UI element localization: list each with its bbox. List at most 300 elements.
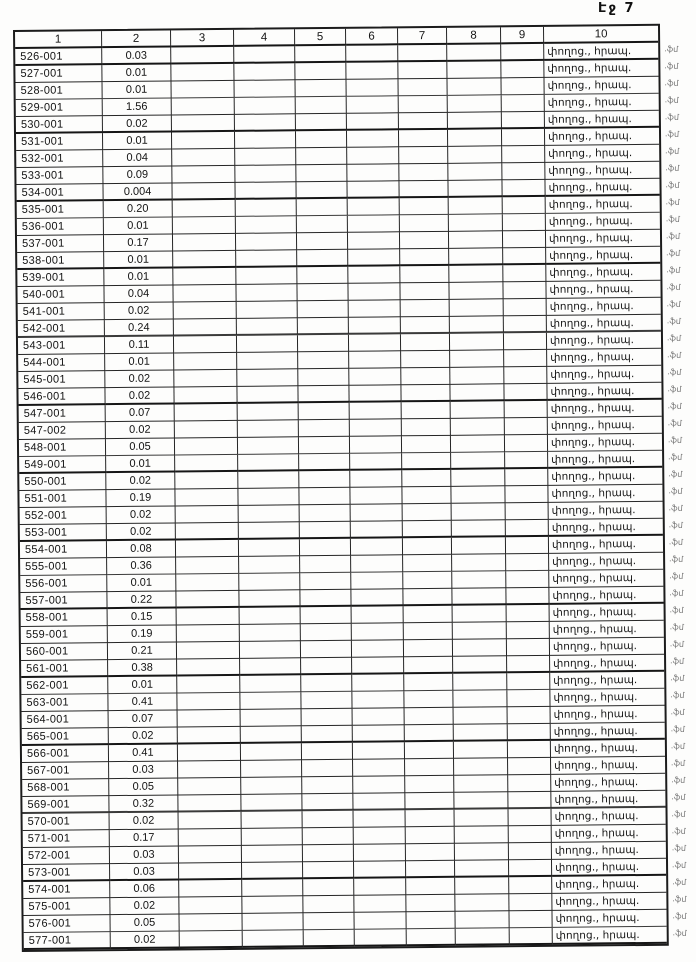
cell-value: 0.01 (103, 132, 172, 150)
cell-empty (174, 353, 237, 371)
cell-category: փողոց., հրապ. (551, 723, 665, 741)
cell-empty (501, 61, 544, 78)
cell-empty (172, 132, 235, 150)
cell-category: փողոց., հրապ. (549, 570, 663, 588)
margin-mark: .ֆմ (665, 163, 680, 174)
cell-empty (301, 607, 352, 624)
cell-empty (241, 777, 302, 795)
margin-mark: .ֆմ (666, 299, 681, 310)
margin-mark: .ֆմ (667, 418, 683, 429)
cell-empty (404, 640, 453, 657)
cell-id: 530-001 (16, 116, 103, 134)
margin-mark: .ֆմ (671, 809, 686, 820)
cell-empty (509, 809, 552, 826)
column-header: 3 (171, 30, 234, 48)
cell-empty (302, 726, 353, 743)
cell-empty (296, 114, 347, 131)
cell-value: 0.01 (102, 64, 171, 82)
cell-empty (400, 232, 449, 249)
cell-empty (173, 268, 236, 286)
cell-empty (174, 370, 237, 388)
cell-empty (179, 829, 242, 847)
cell-empty (176, 557, 239, 575)
cell-empty (238, 403, 299, 421)
cell-empty (502, 129, 545, 146)
cell-empty (177, 642, 240, 660)
cell-category: փողոց., հրապ. (547, 383, 661, 401)
cell-empty (399, 130, 448, 147)
cell-empty (503, 265, 546, 282)
cell-empty (509, 843, 552, 860)
cell-empty (507, 639, 550, 656)
cell-value: 0.01 (104, 217, 173, 235)
cell-empty (175, 489, 238, 507)
cell-empty (449, 248, 503, 266)
cell-category: փողոց., հրապ. (547, 315, 661, 333)
cell-empty (300, 590, 351, 607)
cell-empty (454, 758, 508, 776)
cell-category: փողոց., հրապ. (549, 553, 663, 571)
cell-empty (239, 573, 300, 591)
cell-id: 537-001 (17, 235, 104, 253)
cell-empty (296, 131, 347, 148)
cell-empty (179, 863, 242, 881)
cell-empty (452, 554, 506, 572)
cell-empty (347, 164, 399, 181)
cell-empty (234, 46, 295, 64)
cell-empty (297, 216, 348, 233)
cell-empty (241, 743, 302, 761)
cell-empty (172, 183, 235, 201)
cell-empty (351, 538, 403, 555)
cell-empty (449, 214, 503, 232)
cell-empty (236, 267, 297, 285)
cell-empty (505, 486, 548, 503)
cell-empty (299, 454, 350, 471)
cell-empty (348, 249, 400, 266)
cell-empty (298, 335, 349, 352)
cell-empty (506, 571, 549, 588)
cell-empty (299, 420, 350, 437)
margin-mark: .ֆմ (667, 367, 682, 378)
cell-value: 0.01 (105, 353, 174, 371)
cell-empty (349, 334, 401, 351)
column-header: 6 (346, 28, 398, 45)
cell-empty (404, 606, 453, 623)
cell-empty (348, 232, 400, 249)
cell-empty (448, 112, 502, 130)
cell-empty (300, 522, 351, 539)
cell-empty (403, 572, 452, 589)
cell-empty (174, 302, 237, 320)
cell-empty (351, 521, 403, 538)
cell-empty (298, 352, 349, 369)
cell-empty (504, 316, 547, 333)
column-header: 8 (447, 27, 501, 45)
cell-empty (240, 624, 301, 642)
cell-empty (501, 78, 544, 95)
cell-empty (172, 115, 235, 133)
cell-empty (172, 81, 235, 99)
cell-empty (177, 659, 240, 677)
cell-value: 1.56 (103, 98, 172, 116)
cell-empty (349, 300, 401, 317)
cell-empty (176, 540, 239, 558)
cell-category: փողոց., հրապ. (550, 672, 664, 690)
cell-value: 0.01 (107, 574, 176, 592)
cell-empty (238, 454, 299, 472)
cell-empty (236, 216, 297, 234)
cell-category: փողոց., հրապ. (549, 536, 663, 554)
cell-empty (304, 930, 355, 947)
cell-empty (452, 571, 506, 589)
cell-empty (455, 843, 509, 861)
cell-empty (353, 742, 405, 759)
cell-value: 0.04 (103, 149, 172, 167)
cell-empty (353, 759, 405, 776)
cell-empty (178, 795, 241, 813)
cell-empty (447, 44, 501, 62)
margin-mark: .ֆմ (668, 503, 683, 514)
cell-empty (303, 913, 354, 930)
cell-value: 0.20 (104, 200, 173, 218)
cell-empty (303, 896, 354, 913)
cell-empty (403, 538, 452, 555)
cell-empty (298, 318, 349, 335)
cell-empty (241, 709, 302, 727)
cell-empty (406, 878, 455, 895)
cell-category: փողոց., հրապ. (551, 791, 665, 809)
cell-id: 529-001 (16, 99, 103, 117)
cell-category: փողոց., հրապ. (550, 689, 664, 707)
margin-mark: .ֆմ (671, 843, 687, 854)
cell-empty (297, 267, 348, 284)
cell-category: փողոց., հրապ. (552, 893, 666, 911)
cell-empty (179, 846, 242, 864)
cell-empty (449, 282, 503, 300)
cell-id: 543-001 (18, 337, 105, 355)
cell-category: փողոց., հրապ. (551, 757, 665, 775)
cell-value: 0.02 (106, 472, 175, 490)
cell-empty (302, 794, 353, 811)
cell-empty (505, 418, 548, 435)
cell-empty (452, 537, 506, 555)
cell-empty (502, 180, 545, 197)
cell-id: 565-001 (22, 728, 109, 746)
cell-empty (405, 776, 454, 793)
cell-id: 540-001 (17, 286, 104, 304)
cell-empty (347, 96, 399, 113)
cell-empty (507, 622, 550, 639)
margin-mark: .ֆմ (671, 860, 687, 871)
cell-empty (239, 590, 300, 608)
margin-mark: .ֆմ (664, 78, 679, 89)
cell-empty (451, 486, 505, 504)
cell-empty (402, 470, 451, 487)
cell-category: փողոց., հրապ. (550, 604, 664, 622)
cell-empty (296, 182, 347, 199)
cell-empty (296, 97, 347, 114)
cell-empty (351, 504, 403, 521)
cell-empty (399, 164, 448, 181)
cell-empty (300, 505, 351, 522)
cell-empty (353, 776, 405, 793)
cell-empty (174, 319, 237, 337)
cell-id: 553-001 (20, 524, 107, 542)
cell-empty (504, 350, 547, 367)
cell-category: փողոց., հրապ. (548, 434, 662, 452)
cell-empty (350, 470, 402, 487)
cell-empty (235, 131, 296, 149)
cell-empty (398, 45, 447, 62)
cell-empty (177, 693, 240, 711)
cell-id: 563-001 (21, 694, 108, 712)
cell-empty (505, 452, 548, 469)
cell-empty (502, 163, 545, 180)
cell-empty (450, 384, 504, 402)
cell-id: 548-001 (19, 439, 106, 457)
cell-empty (237, 369, 298, 387)
cell-id: 527-001 (15, 65, 102, 83)
cell-value: 0.01 (108, 676, 177, 694)
cell-value: 0.17 (110, 829, 179, 847)
cell-empty (406, 810, 455, 827)
cell-empty (234, 63, 295, 81)
cell-value: 0.02 (103, 115, 172, 133)
cell-empty (242, 913, 303, 931)
cell-category: փողոց., հրապ. (547, 349, 661, 367)
cell-empty (349, 385, 401, 402)
cell-id: 539-001 (17, 269, 104, 287)
cell-empty (506, 588, 549, 605)
cell-category: փողոց., հրապ. (548, 468, 662, 486)
cell-empty (297, 284, 348, 301)
cell-empty (448, 180, 502, 198)
cell-id: 552-001 (20, 507, 107, 525)
cell-empty (178, 778, 241, 796)
column-header: 9 (501, 27, 544, 44)
margin-mark: .ֆմ (665, 214, 681, 225)
cell-value: 0.41 (108, 693, 177, 711)
cell-empty (405, 742, 454, 759)
cell-empty (401, 300, 450, 317)
cell-value: 0.08 (107, 540, 176, 558)
cell-empty (403, 504, 452, 521)
cell-id: 532-001 (16, 150, 103, 168)
cell-empty (455, 911, 509, 929)
margin-mark: .ֆմ (664, 95, 680, 106)
cell-value: 0.41 (109, 744, 178, 762)
cell-id: 570-001 (23, 813, 110, 831)
margin-mark: .ֆմ (666, 333, 682, 344)
cell-empty (453, 622, 507, 640)
margin-mark: .ֆմ (671, 792, 686, 803)
cell-empty (400, 215, 449, 232)
cell-id: 547-002 (19, 422, 106, 440)
cell-empty (241, 760, 302, 778)
cell-empty (300, 556, 351, 573)
cell-category: փողոց., հրապ. (546, 281, 660, 299)
cell-category: փողոց., հրապ. (549, 519, 663, 537)
cell-empty (452, 520, 506, 538)
cell-empty (447, 61, 501, 79)
cell-category: փողոց., հրապ. (544, 77, 658, 95)
cell-empty (402, 436, 451, 453)
cell-empty (179, 914, 242, 932)
cell-category: փողոց., հրապ. (548, 400, 662, 418)
cell-empty (450, 350, 504, 368)
cell-category: փողոց., հրապ. (550, 655, 664, 673)
cell-empty (455, 826, 509, 844)
cell-category: փողոց., հրապ. (545, 162, 659, 180)
cell-empty (173, 217, 236, 235)
cell-empty (406, 861, 455, 878)
cell-value: 0.01 (106, 455, 175, 473)
cell-empty (508, 758, 551, 775)
margin-mark: .ֆմ (670, 724, 686, 735)
cell-empty (404, 657, 453, 674)
page-number: Էջ 7 (598, 1, 636, 16)
data-table (13, 24, 688, 952)
cell-empty (302, 777, 353, 794)
cell-value: 0.02 (105, 387, 174, 405)
cell-empty (400, 249, 449, 266)
cell-empty (352, 657, 404, 674)
cell-empty (449, 197, 503, 215)
cell-empty (177, 625, 240, 643)
cell-empty (509, 826, 552, 843)
cell-value: 0.38 (108, 659, 177, 677)
margin-mark: .ֆմ (671, 826, 687, 837)
cell-value: 0.05 (106, 438, 175, 456)
cell-id: 556-001 (20, 575, 107, 593)
cell-empty (175, 404, 238, 422)
cell-empty (299, 437, 350, 454)
cell-empty (240, 641, 301, 659)
cell-empty (451, 469, 505, 487)
margin-mark: .ֆմ (666, 316, 682, 327)
cell-empty (178, 727, 241, 745)
cell-empty (503, 214, 546, 231)
cell-empty (173, 285, 236, 303)
cell-empty (171, 47, 234, 65)
cell-empty (350, 487, 402, 504)
cell-value: 0.01 (104, 251, 173, 269)
cell-category: փողոց., հրապ. (552, 825, 666, 843)
cell-empty (346, 79, 398, 96)
cell-empty (348, 283, 400, 300)
cell-category: փողոց., հրապ. (550, 621, 664, 639)
cell-empty (399, 181, 448, 198)
cell-empty (236, 233, 297, 251)
cell-empty (238, 471, 299, 489)
margin-mark: .ֆմ (670, 707, 685, 718)
cell-empty (178, 761, 241, 779)
cell-value: 0.11 (105, 336, 174, 354)
cell-empty (242, 811, 303, 829)
cell-empty (239, 522, 300, 540)
cell-empty (353, 793, 405, 810)
cell-empty (455, 809, 509, 827)
cell-empty (404, 691, 453, 708)
cell-category: փողոց., հրապ. (548, 451, 662, 469)
cell-value: 0.15 (108, 608, 177, 626)
cell-empty (347, 113, 399, 130)
margin-mark: .ֆմ (669, 588, 684, 599)
cell-empty (453, 639, 507, 657)
cell-value: 0.03 (109, 761, 178, 779)
column-header: 10 (544, 26, 658, 44)
cell-empty (451, 401, 505, 419)
cell-id: 533-001 (16, 167, 103, 185)
cell-empty (507, 605, 550, 622)
margin-mark: .ֆմ (665, 231, 681, 242)
cell-empty (177, 676, 240, 694)
cell-empty (402, 419, 451, 436)
cell-empty (179, 812, 242, 830)
cell-empty (399, 96, 448, 113)
cell-empty (455, 860, 509, 878)
margin-mark: .ֆմ (671, 877, 687, 888)
cell-empty (240, 658, 301, 676)
cell-category: փողոց., հրապ. (551, 740, 665, 758)
cell-empty (239, 539, 300, 557)
cell-value: 0.02 (107, 506, 176, 524)
cell-empty (406, 827, 455, 844)
cell-empty (172, 149, 235, 167)
cell-value: 0.05 (109, 778, 178, 796)
cell-empty (401, 368, 450, 385)
cell-empty (401, 351, 450, 368)
cell-empty (354, 878, 406, 895)
cell-empty (240, 607, 301, 625)
cell-id: 551-001 (19, 490, 106, 508)
margin-mark: .ֆմ (670, 741, 686, 752)
cell-empty (346, 62, 398, 79)
cell-category: փողոց., հրապ. (549, 502, 663, 520)
cell-category: փողոց., հրապ. (546, 213, 660, 231)
cell-empty (351, 589, 403, 606)
cell-category: փողոց., հրապ. (545, 111, 659, 129)
margin-mark: .ֆմ (669, 673, 685, 684)
column-header: 5 (295, 29, 346, 46)
cell-empty (175, 472, 238, 490)
cell-category: փողոց., հրապ. (548, 485, 662, 503)
cell-empty (505, 435, 548, 452)
cell-empty (354, 844, 406, 861)
cell-empty (297, 199, 348, 216)
cell-empty (236, 250, 297, 268)
margin-mark: .ֆմ (672, 928, 688, 939)
cell-empty (348, 198, 400, 215)
cell-empty (506, 554, 549, 571)
cell-empty (454, 741, 508, 759)
cell-empty (407, 929, 456, 946)
margin-mark: .ֆմ (669, 605, 684, 616)
cell-empty (179, 880, 242, 898)
cell-value: 0.19 (108, 625, 177, 643)
cell-empty (350, 402, 402, 419)
cell-empty (505, 401, 548, 418)
cell-empty (302, 760, 353, 777)
cell-id: 526-001 (15, 48, 102, 66)
cell-empty (449, 265, 503, 283)
cell-empty (450, 299, 504, 317)
cell-id: 558-001 (21, 609, 108, 627)
cell-empty (352, 674, 404, 691)
cell-empty (238, 437, 299, 455)
cell-empty (237, 301, 298, 319)
